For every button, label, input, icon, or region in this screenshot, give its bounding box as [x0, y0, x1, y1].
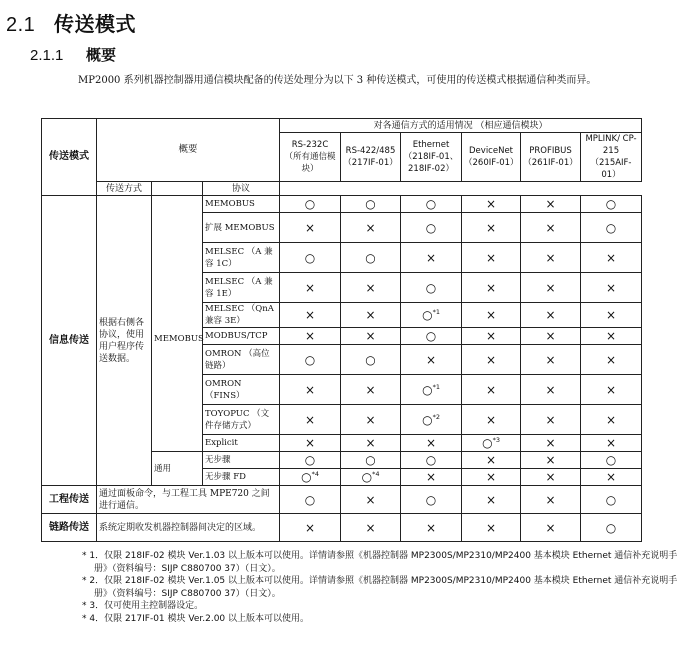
- cell-mark: [581, 405, 642, 435]
- cell-mark: [280, 273, 341, 303]
- cell-mark: [521, 469, 581, 486]
- cell-mark: [581, 452, 642, 469]
- method-memobus: MEMOBUS: [152, 196, 203, 452]
- cell-mark: [521, 243, 581, 273]
- mark-value: ○: [425, 280, 437, 295]
- mark-value: ×: [365, 308, 376, 322]
- cell-mark: [462, 405, 521, 435]
- cell-mark: [341, 514, 401, 542]
- cell-mark: [341, 196, 401, 213]
- subsection-heading: [30, 44, 116, 65]
- column-header-0: RS-232C （所有通信模块）: [280, 133, 341, 182]
- cell-mark: [581, 345, 642, 375]
- mark-value: ×: [485, 250, 497, 265]
- cell-mark: [280, 435, 341, 452]
- mark-value: ○: [422, 412, 433, 427]
- mark-value: ×: [545, 382, 556, 397]
- mark-value: ×: [365, 436, 376, 450]
- cell-mark: [280, 452, 341, 469]
- mark-value: ×: [545, 520, 556, 535]
- cell-mark: [581, 196, 642, 213]
- cell-mark: [581, 273, 642, 303]
- table-row: [42, 486, 642, 514]
- mark-value: ×: [425, 352, 437, 367]
- header-overview: 概要: [97, 119, 280, 182]
- protocol-name: MELSEC （A 兼容 1C）: [203, 243, 280, 273]
- mark-value: ×: [545, 492, 556, 507]
- method-general: 通用: [152, 452, 203, 486]
- cell-mark: [341, 486, 401, 514]
- cell-mark: [521, 303, 581, 328]
- cell-mark: [462, 243, 521, 273]
- cell-mark: [521, 486, 581, 514]
- mark-value: ×: [605, 280, 617, 295]
- cell-mark: [401, 375, 462, 405]
- mark-value: ×: [365, 492, 376, 507]
- cell-mark: [341, 243, 401, 273]
- cell-mark: [341, 213, 401, 243]
- column-header-5: MPLINK/ CP-215 （215AIF-01）: [581, 133, 642, 182]
- cell-mark: [280, 328, 341, 345]
- cell-mark: [462, 435, 521, 452]
- mark-value: ○: [304, 352, 316, 367]
- cell-mark: [280, 405, 341, 435]
- mark-value: ×: [425, 520, 437, 535]
- mark-value: ○: [304, 197, 316, 211]
- mark-value: ×: [545, 436, 556, 450]
- table-row: [42, 514, 642, 542]
- mark-value: ○: [605, 520, 617, 535]
- footnotes: [82, 550, 682, 625]
- protocol-name: 无步骤: [203, 452, 280, 469]
- mark-value: ×: [545, 280, 556, 295]
- protocol-name: MODBUS/TCP: [203, 328, 280, 345]
- mark-value: ○: [301, 470, 312, 484]
- mark-value: ×: [365, 412, 376, 427]
- mark-value: ×: [485, 412, 497, 427]
- footnote-ref: *4: [311, 470, 319, 478]
- section-heading: [6, 8, 136, 37]
- header-protocol: 协议: [203, 182, 280, 196]
- cell-mark: [280, 196, 341, 213]
- cell-mark: [462, 469, 521, 486]
- mark-value: ×: [485, 382, 497, 397]
- mark-value: ×: [545, 220, 556, 235]
- mark-value: ○: [425, 220, 437, 235]
- column-header-3: DeviceNet （260IF-01）: [462, 133, 521, 182]
- protocol-name: 扩展 MEMOBUS: [203, 213, 280, 243]
- cell-mark: [401, 328, 462, 345]
- mark-value: ○: [422, 308, 433, 322]
- cell-mark: [581, 469, 642, 486]
- cell-mark: [341, 328, 401, 345]
- mark-value: ×: [365, 220, 376, 235]
- mark-value: ○: [605, 453, 617, 467]
- cell-mark: [401, 243, 462, 273]
- mark-value: ×: [365, 280, 376, 295]
- mark-value: ×: [545, 329, 556, 343]
- header-method: 传送方式: [97, 182, 152, 196]
- cell-mark: [462, 375, 521, 405]
- footnote: * 2．仅限 218IF-02 模块 Ver.1.05 以上版本可以使用。详情请参照《机器控制器 MP2300S/MP2310/MP2400 基本模块 Ethernet 通信补充说明手册》（资料编号：SIJP C880700 37）（日文）。: [82, 576, 678, 599]
- section-number: 2.1: [6, 14, 36, 36]
- info-mode-desc: 根据右侧各协议，使用用户程序传送数据。: [97, 196, 152, 486]
- header-blank: [152, 182, 203, 196]
- protocol-name: MEMOBUS: [203, 196, 280, 213]
- mark-value: ○: [425, 329, 437, 343]
- protocol-name: MELSEC （A 兼容 1E）: [203, 273, 280, 303]
- link-mode-desc: 系统定期收发机器控制器间决定的区域。: [97, 514, 280, 542]
- cell-mark: [280, 375, 341, 405]
- mark-value: ×: [545, 470, 556, 484]
- cell-mark: [401, 405, 462, 435]
- mark-value: ×: [545, 308, 556, 322]
- mark-value: ×: [605, 412, 617, 427]
- cell-mark: [341, 375, 401, 405]
- cell-mark: [401, 486, 462, 514]
- mark-value: ○: [425, 197, 437, 211]
- info-mode-label: 信息传送: [42, 196, 97, 486]
- mark-value: ×: [304, 382, 316, 397]
- cell-mark: [521, 452, 581, 469]
- column-header-4: PROFIBUS （261IF-01）: [521, 133, 581, 182]
- cell-mark: [401, 273, 462, 303]
- protocol-name: 无步骤 FD: [203, 469, 280, 486]
- mark-value: ×: [605, 382, 617, 397]
- cell-mark: [341, 469, 401, 486]
- mark-value: ×: [304, 308, 316, 322]
- footnote-ref: *3: [492, 436, 500, 444]
- mark-value: ×: [605, 250, 617, 265]
- column-header-1: RS-422/485 （217IF-01）: [341, 133, 401, 182]
- mark-value: ×: [545, 412, 556, 427]
- mark-value: ×: [485, 352, 497, 367]
- mark-value: ×: [365, 329, 376, 343]
- cell-mark: [581, 303, 642, 328]
- cell-mark: [462, 486, 521, 514]
- cell-mark: [581, 243, 642, 273]
- cell-mark: [341, 273, 401, 303]
- mark-value: ○: [304, 492, 316, 507]
- mark-value: ×: [605, 308, 617, 322]
- mark-value: ○: [605, 492, 617, 507]
- eng-mode-label: 工程传送: [42, 486, 97, 514]
- cell-mark: [462, 345, 521, 375]
- mark-value: ×: [304, 436, 316, 450]
- subsection-title: 概要: [86, 46, 117, 64]
- footnote-ref: *1: [432, 382, 440, 391]
- cell-mark: [280, 514, 341, 542]
- cell-mark: [581, 328, 642, 345]
- mark-value: ×: [365, 382, 376, 397]
- mark-value: ×: [304, 520, 316, 535]
- cell-mark: [280, 345, 341, 375]
- cell-mark: [462, 452, 521, 469]
- cell-mark: [401, 514, 462, 542]
- mark-value: ○: [304, 453, 316, 467]
- cell-mark: [401, 452, 462, 469]
- cell-mark: [462, 273, 521, 303]
- mark-value: ○: [361, 470, 373, 484]
- cell-mark: [280, 243, 341, 273]
- eng-mode-desc: 通过面板命令，与工程工具 MPE720 之间进行通信。: [97, 486, 280, 514]
- mark-value: ×: [485, 280, 497, 295]
- mark-value: ×: [605, 470, 617, 484]
- mark-value: ○: [482, 436, 493, 450]
- cell-mark: [462, 514, 521, 542]
- mark-value: ×: [304, 329, 316, 343]
- cell-mark: [521, 435, 581, 452]
- cell-mark: [462, 303, 521, 328]
- cell-mark: [401, 213, 462, 243]
- mark-value: ×: [605, 436, 617, 450]
- cell-mark: [401, 435, 462, 452]
- mark-value: ×: [425, 250, 437, 265]
- cell-mark: [581, 435, 642, 452]
- cell-mark: [581, 514, 642, 542]
- cell-mark: [280, 486, 341, 514]
- mark-value: ×: [485, 308, 497, 322]
- mark-value: ×: [425, 470, 437, 484]
- cell-mark: [341, 435, 401, 452]
- footnote-ref: *1: [432, 308, 440, 316]
- mark-value: ×: [545, 250, 556, 265]
- footnote-ref: *4: [372, 470, 380, 478]
- mark-value: ○: [365, 197, 376, 211]
- cell-mark: [401, 196, 462, 213]
- cell-mark: [581, 375, 642, 405]
- mark-value: ×: [485, 329, 497, 343]
- table-row: [42, 196, 642, 213]
- mark-value: ○: [605, 220, 617, 235]
- mark-value: ○: [365, 352, 376, 367]
- cell-mark: [401, 469, 462, 486]
- cell-mark: [521, 375, 581, 405]
- section-title: 传送模式: [54, 12, 136, 36]
- subsection-number: 2.1.1: [30, 47, 64, 64]
- mark-value: ×: [304, 220, 316, 235]
- header-mode: 传送模式: [42, 119, 97, 196]
- protocol-name: Explicit: [203, 435, 280, 452]
- cell-mark: [401, 345, 462, 375]
- cell-mark: [341, 405, 401, 435]
- mark-value: ○: [365, 453, 376, 467]
- cell-mark: [280, 213, 341, 243]
- mark-value: ×: [545, 197, 556, 211]
- footnote: * 3．仅可使用主控制器设定。: [82, 601, 204, 611]
- intro-paragraph: MP2000 系列机器控制器用通信模块配备的传送处理分为以下 3 种传送模式，可使用的传送模式根据通信种类而异。: [78, 75, 597, 86]
- mark-value: ×: [485, 453, 497, 467]
- mark-value: ○: [304, 250, 316, 265]
- mark-value: ×: [485, 520, 497, 535]
- mark-value: ×: [605, 352, 617, 367]
- header-applicability: 对各通信方式的适用情况 （相应通信模块）: [280, 119, 642, 133]
- mark-value: ○: [422, 382, 433, 397]
- mark-value: ×: [304, 280, 316, 295]
- protocol-name: OMRON （高位链路）: [203, 345, 280, 375]
- mark-value: ×: [485, 492, 497, 507]
- cell-mark: [462, 213, 521, 243]
- cell-mark: [521, 514, 581, 542]
- protocol-name: OMRON （FINS）: [203, 375, 280, 405]
- protocol-name: TOYOPUC （文件存储方式）: [203, 405, 280, 435]
- cell-mark: [341, 303, 401, 328]
- mark-value: ×: [425, 436, 437, 450]
- column-header-2: Ethernet （218IF-01、218IF-02）: [401, 133, 462, 182]
- link-mode-label: 链路传送: [42, 514, 97, 542]
- mark-value: ○: [605, 197, 617, 211]
- cell-mark: [401, 303, 462, 328]
- cell-mark: [341, 452, 401, 469]
- mark-value: ×: [485, 470, 497, 484]
- cell-mark: [581, 486, 642, 514]
- mark-value: ×: [485, 220, 497, 235]
- mark-value: ○: [365, 250, 376, 265]
- transfer-mode-table: [41, 118, 642, 542]
- cell-mark: [280, 469, 341, 486]
- cell-mark: [341, 345, 401, 375]
- cell-mark: [521, 405, 581, 435]
- mark-value: ○: [425, 453, 437, 467]
- mark-value: ×: [605, 329, 617, 343]
- mark-value: ×: [304, 412, 316, 427]
- cell-mark: [462, 328, 521, 345]
- footnote: * 4．仅限 217IF-01 模块 Ver.2.00 以上版本可以使用。: [82, 613, 310, 624]
- footnote: * 1．仅限 218IF-02 模块 Ver.1.03 以上版本可以使用。详情请参照《机器控制器 MP2300S/MP2310/MP2400 基本模块 Ethernet 通信补充说明手册》（资料编号：SIJP C880700 37）（日文）。: [82, 551, 678, 574]
- mark-value: ×: [545, 453, 556, 467]
- cell-mark: [521, 196, 581, 213]
- mark-value: ○: [425, 492, 437, 507]
- mark-value: ×: [545, 352, 556, 367]
- cell-mark: [581, 213, 642, 243]
- cell-mark: [521, 345, 581, 375]
- cell-mark: [521, 213, 581, 243]
- cell-mark: [280, 303, 341, 328]
- protocol-name: MELSEC （QnA 兼容 3E）: [203, 303, 280, 328]
- cell-mark: [521, 328, 581, 345]
- footnote-ref: *2: [432, 412, 440, 421]
- mark-value: ×: [485, 197, 497, 211]
- cell-mark: [462, 196, 521, 213]
- mark-value: ×: [365, 520, 376, 535]
- cell-mark: [521, 273, 581, 303]
